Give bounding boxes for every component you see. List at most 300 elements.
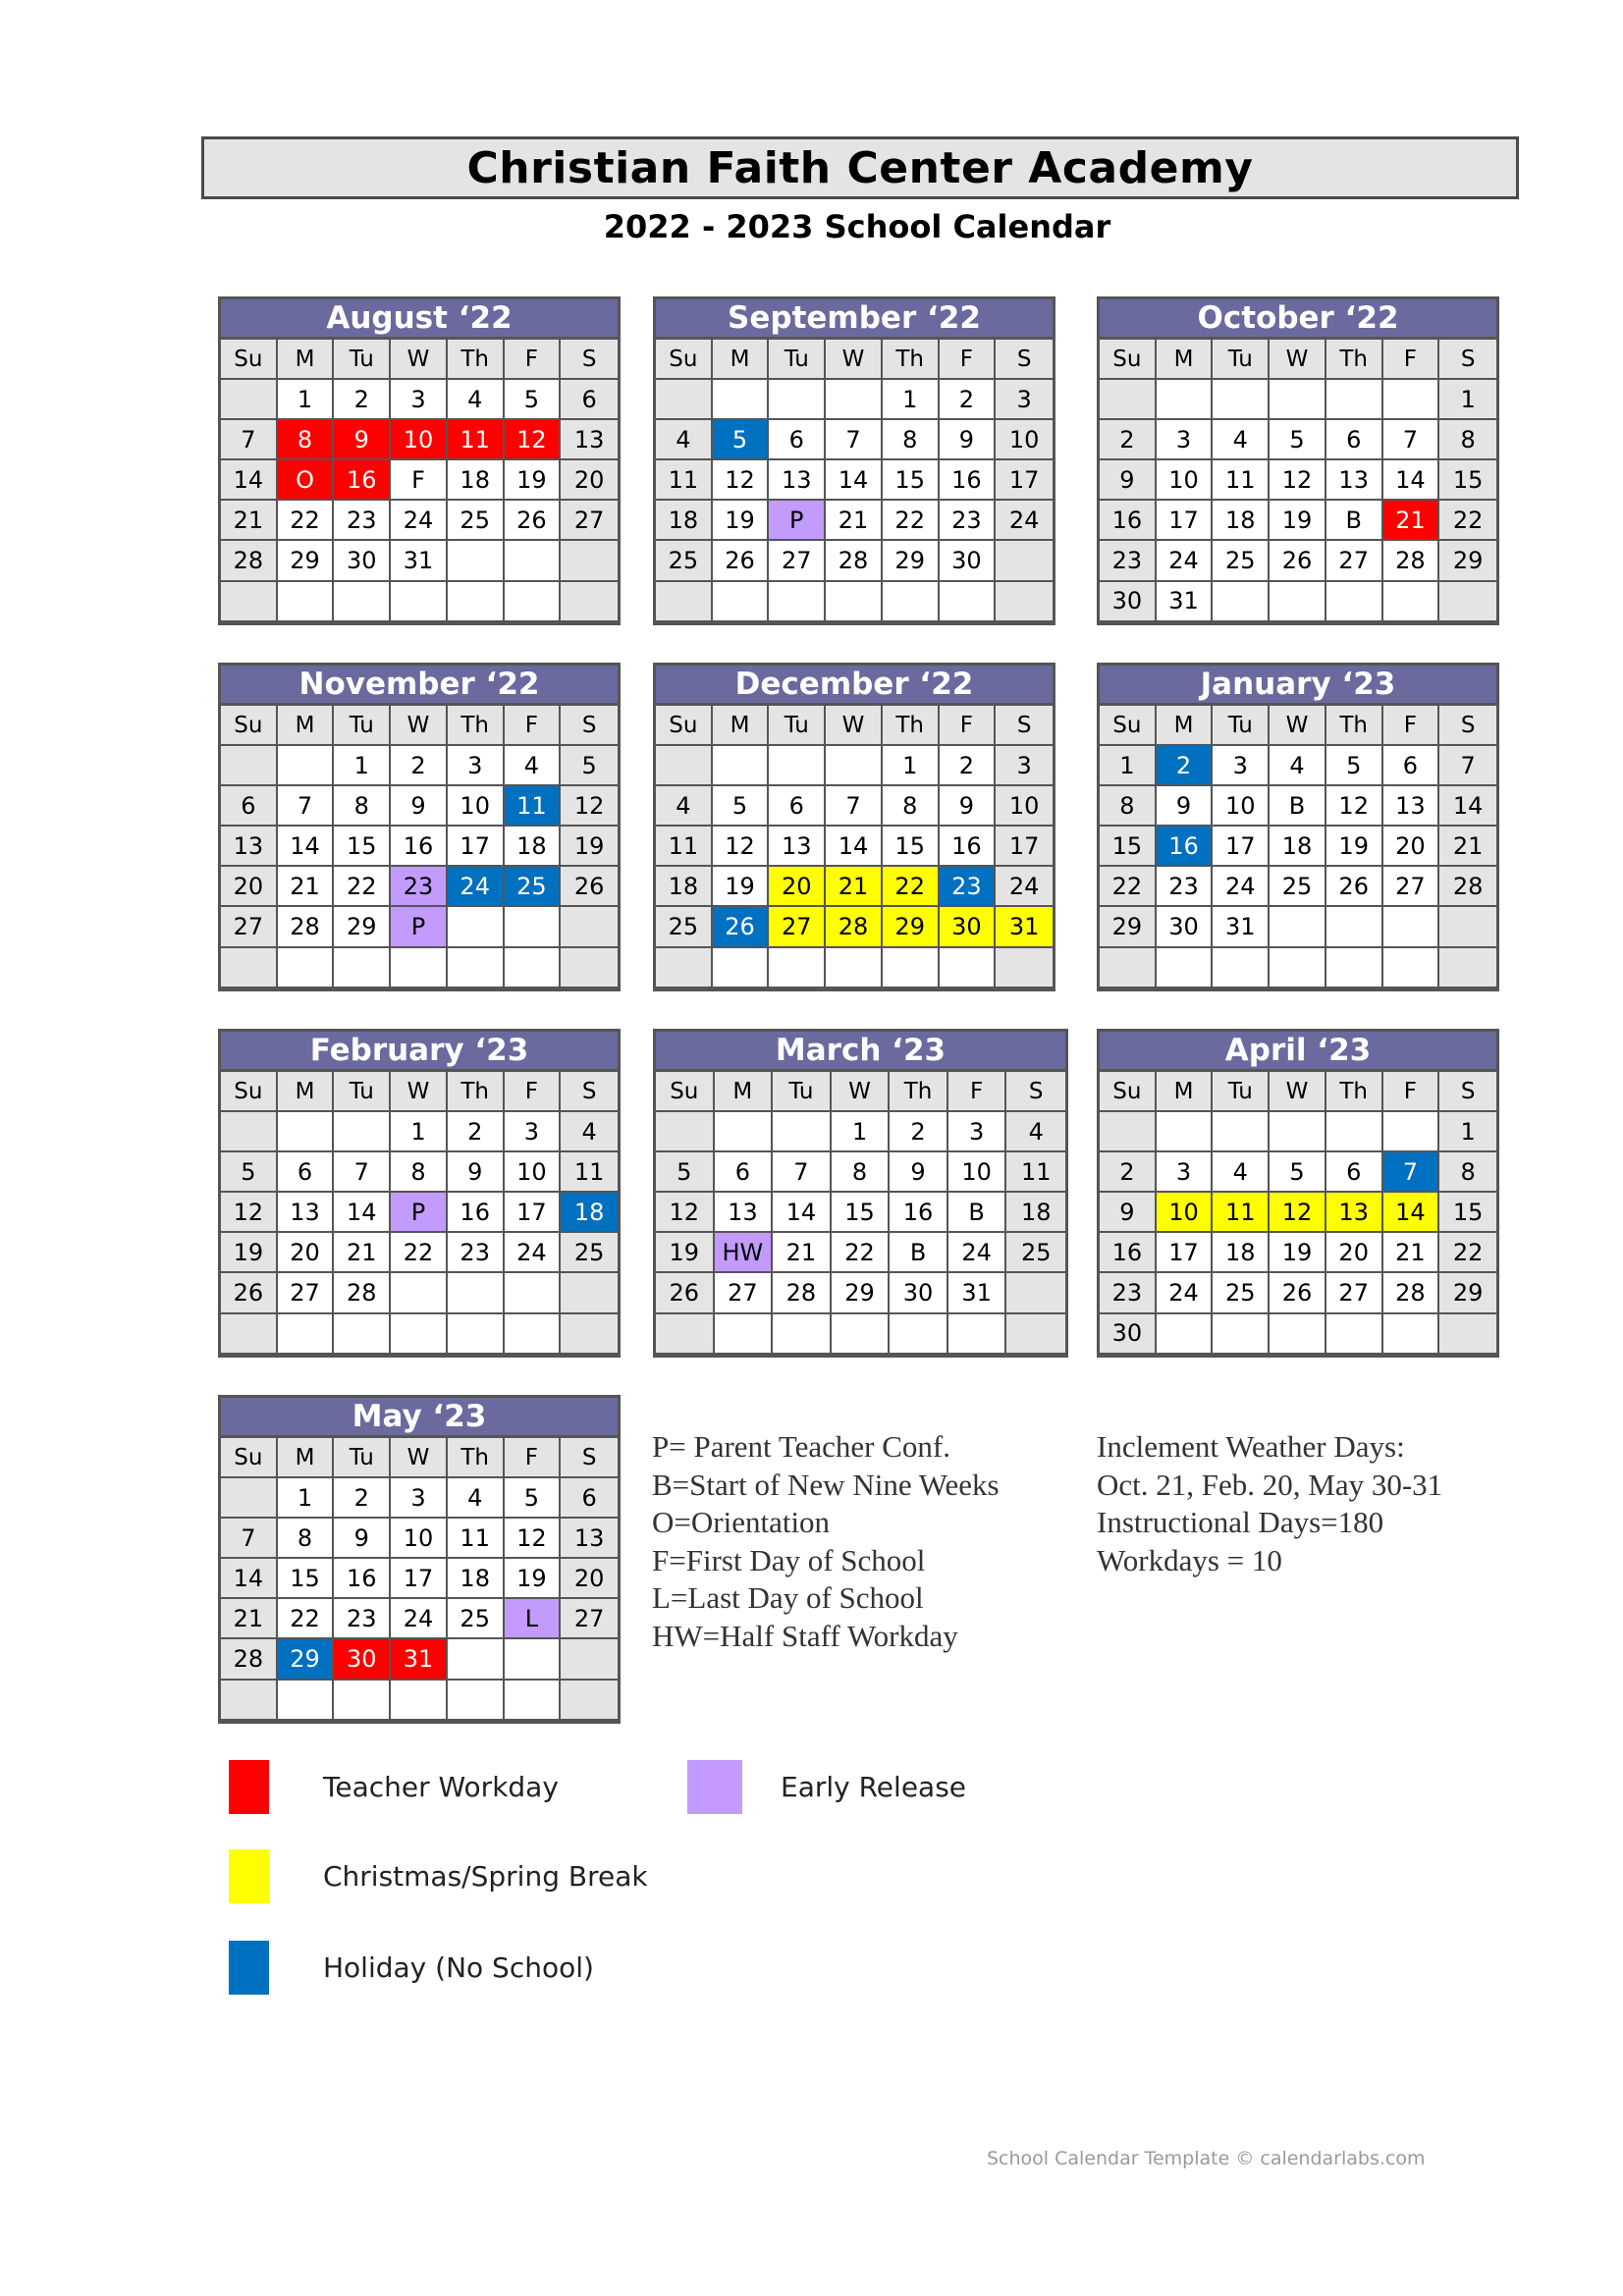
day-cell: 8	[1100, 786, 1157, 827]
empty-day-cell	[713, 948, 770, 988]
weekday-header: Th	[1326, 706, 1383, 746]
day-cell: 14	[1383, 1193, 1440, 1233]
month-title: January ‘23	[1100, 666, 1496, 706]
day-cell: 6	[1326, 1152, 1383, 1193]
day-cell: 27	[1383, 867, 1440, 907]
day-cell: 14	[1383, 460, 1440, 501]
empty-day-cell	[1100, 1112, 1157, 1152]
empty-day-cell	[221, 380, 278, 420]
weekday-header: F	[940, 706, 997, 746]
empty-day-cell	[334, 1681, 391, 1721]
month-title: August ‘22	[221, 299, 618, 340]
empty-day-cell	[561, 948, 618, 988]
month-grid	[1100, 1072, 1496, 1355]
day-cell: P	[769, 501, 826, 541]
day-cell: 1	[883, 380, 940, 420]
day-cell: 15	[1100, 827, 1157, 867]
day-cell: 11	[505, 786, 562, 827]
day-cell: 17	[996, 460, 1053, 501]
day-cell: 16	[890, 1193, 948, 1233]
empty-day-cell	[890, 1314, 948, 1355]
empty-day-cell	[278, 746, 335, 786]
day-cell: 25	[1213, 541, 1270, 581]
day-cell: 8	[391, 1152, 448, 1193]
day-cell: 21	[334, 1233, 391, 1273]
weekday-header: Th	[883, 706, 940, 746]
day-cell: 3	[948, 1112, 1007, 1152]
day-cell: 5	[713, 420, 770, 460]
day-cell: 19	[1270, 1233, 1326, 1273]
empty-day-cell	[448, 907, 505, 947]
day-cell: 6	[221, 786, 278, 827]
weekday-header: Su	[221, 1072, 278, 1112]
day-cell: 3	[391, 380, 448, 420]
empty-day-cell	[1270, 582, 1326, 622]
day-cell: 27	[561, 1599, 618, 1639]
day-cell: 29	[832, 1273, 891, 1313]
day-cell: 11	[561, 1152, 618, 1193]
day-cell: 29	[1439, 1273, 1496, 1313]
weekday-header: Tu	[769, 706, 826, 746]
day-cell: 8	[1439, 420, 1496, 460]
day-cell: 8	[883, 420, 940, 460]
empty-day-cell	[391, 948, 448, 988]
empty-day-cell	[561, 1681, 618, 1721]
day-cell: 4	[448, 380, 505, 420]
empty-day-cell	[769, 948, 826, 988]
empty-day-cell	[505, 1314, 562, 1355]
day-cell: 22	[278, 501, 335, 541]
day-cell: 26	[713, 907, 770, 947]
day-cell: 7	[826, 420, 883, 460]
empty-day-cell	[1213, 1112, 1270, 1152]
day-cell: 10	[948, 1152, 1007, 1193]
month-grid	[221, 340, 618, 622]
weekday-header: W	[826, 340, 883, 380]
empty-day-cell	[391, 1314, 448, 1355]
empty-day-cell	[1383, 907, 1440, 947]
weekday-header: S	[1439, 1072, 1496, 1112]
day-cell: 29	[278, 541, 335, 581]
month-title: February ‘23	[221, 1032, 618, 1072]
day-cell: 14	[221, 460, 278, 501]
day-cell: 12	[656, 1193, 715, 1233]
empty-day-cell	[1213, 582, 1270, 622]
day-cell: 25	[505, 867, 562, 907]
day-cell: 9	[1100, 460, 1157, 501]
day-cell: 28	[1439, 867, 1496, 907]
weekday-header: Th	[448, 706, 505, 746]
day-cell: 30	[1100, 582, 1157, 622]
empty-day-cell	[561, 541, 618, 581]
day-cell: 10	[1213, 786, 1270, 827]
day-cell: 13	[1326, 460, 1383, 501]
day-cell: 10	[996, 420, 1053, 460]
empty-day-cell	[505, 541, 562, 581]
day-cell: 2	[890, 1112, 948, 1152]
day-cell: 13	[561, 1519, 618, 1559]
day-cell: 9	[1100, 1193, 1157, 1233]
month-title: December ‘22	[656, 666, 1053, 706]
day-cell: 21	[1439, 827, 1496, 867]
day-cell: 30	[1100, 1314, 1157, 1355]
day-cell: 2	[1157, 746, 1214, 786]
page-title: Christian Faith Center Academy	[201, 136, 1519, 199]
weekday-header: Tu	[334, 1438, 391, 1478]
day-cell: 21	[826, 867, 883, 907]
weekday-header: Su	[221, 706, 278, 746]
legend-holiday	[229, 1941, 594, 1995]
month-title: April ‘23	[1100, 1032, 1496, 1072]
day-cell: 3	[1213, 746, 1270, 786]
empty-day-cell	[1100, 380, 1157, 420]
day-cell: 21	[1383, 501, 1440, 541]
day-cell: 19	[505, 1559, 562, 1599]
day-cell: 28	[1383, 541, 1440, 581]
empty-day-cell	[656, 1314, 715, 1355]
legend-label: Early Release	[781, 1771, 967, 1803]
day-cell: 7	[1383, 420, 1440, 460]
day-cell: 26	[1270, 541, 1326, 581]
weekday-header: W	[826, 706, 883, 746]
day-cell: 18	[1006, 1193, 1065, 1233]
day-cell: 17	[448, 827, 505, 867]
day-cell: 24	[505, 1233, 562, 1273]
month-grid	[221, 1438, 618, 1721]
weekday-header: Tu	[773, 1072, 832, 1112]
day-cell: 14	[826, 827, 883, 867]
day-cell: 15	[1439, 460, 1496, 501]
day-cell: 9	[940, 786, 997, 827]
weekday-header: F	[505, 1072, 562, 1112]
day-cell: 2	[1100, 1152, 1157, 1193]
day-cell: 2	[334, 380, 391, 420]
day-cell: 17	[996, 827, 1053, 867]
day-cell: 27	[561, 501, 618, 541]
day-cell: 2	[334, 1478, 391, 1519]
empty-day-cell	[883, 582, 940, 622]
day-cell: 11	[656, 827, 713, 867]
day-cell: 3	[448, 746, 505, 786]
day-cell: 1	[278, 380, 335, 420]
weekday-header: M	[1157, 1072, 1214, 1112]
day-cell: 15	[832, 1193, 891, 1233]
empty-day-cell	[391, 1273, 448, 1313]
weekday-header: Su	[656, 340, 713, 380]
empty-day-cell	[1326, 582, 1383, 622]
weekday-header: Tu	[1213, 340, 1270, 380]
empty-day-cell	[221, 1478, 278, 1519]
day-cell: 6	[715, 1152, 774, 1193]
weekday-header: W	[1270, 706, 1326, 746]
day-cell: 1	[1439, 380, 1496, 420]
day-cell: 3	[1157, 1152, 1214, 1193]
day-cell: 1	[334, 746, 391, 786]
day-cell: 30	[890, 1273, 948, 1313]
empty-day-cell	[1270, 380, 1326, 420]
day-cell: 19	[561, 827, 618, 867]
legend-teacher-workday	[229, 1760, 559, 1814]
day-cell: 5	[561, 746, 618, 786]
empty-day-cell	[1270, 1112, 1326, 1152]
day-cell: 4	[561, 1112, 618, 1152]
empty-day-cell	[769, 380, 826, 420]
empty-day-cell	[948, 1314, 1007, 1355]
empty-day-cell	[1383, 380, 1440, 420]
empty-day-cell	[1439, 1314, 1496, 1355]
day-cell: 20	[1383, 827, 1440, 867]
weekday-header: Th	[883, 340, 940, 380]
day-cell: 6	[561, 1478, 618, 1519]
weekday-header: Tu	[334, 1072, 391, 1112]
empty-day-cell	[773, 1314, 832, 1355]
day-cell: 24	[391, 501, 448, 541]
day-cell: 23	[1100, 541, 1157, 581]
weekday-header: S	[996, 706, 1053, 746]
day-cell: 20	[769, 867, 826, 907]
weekday-header: M	[278, 1438, 335, 1478]
weekday-header: W	[391, 1072, 448, 1112]
day-cell: 26	[221, 1273, 278, 1313]
day-cell: 30	[334, 541, 391, 581]
weekday-header: Su	[1100, 706, 1157, 746]
day-cell: 22	[832, 1233, 891, 1273]
legend-break	[229, 1849, 648, 1903]
note-line: HW=Half Staff Workday	[652, 1618, 958, 1653]
empty-day-cell	[656, 948, 713, 988]
empty-day-cell	[505, 907, 562, 947]
day-cell: 4	[656, 786, 713, 827]
empty-day-cell	[221, 1681, 278, 1721]
day-cell: 27	[1326, 541, 1383, 581]
day-cell: 27	[769, 541, 826, 581]
day-cell: 5	[713, 786, 770, 827]
day-cell: 12	[1270, 1193, 1326, 1233]
day-cell: 21	[278, 867, 335, 907]
empty-day-cell	[656, 746, 713, 786]
empty-day-cell	[1326, 948, 1383, 988]
day-cell: 24	[1157, 1273, 1214, 1313]
empty-day-cell	[1270, 1314, 1326, 1355]
day-cell: 5	[1270, 1152, 1326, 1193]
month-grid	[656, 340, 1053, 622]
day-cell: 12	[1326, 786, 1383, 827]
day-cell: 18	[448, 460, 505, 501]
day-cell: 8	[883, 786, 940, 827]
day-cell: 31	[996, 907, 1053, 947]
day-cell: 3	[391, 1478, 448, 1519]
day-cell: 19	[713, 867, 770, 907]
weekday-header: Tu	[1213, 706, 1270, 746]
empty-day-cell	[715, 1314, 774, 1355]
empty-day-cell	[505, 582, 562, 622]
legend-swatch	[229, 1760, 269, 1814]
empty-day-cell	[769, 582, 826, 622]
empty-day-cell	[1326, 1314, 1383, 1355]
weekday-header: S	[561, 706, 618, 746]
empty-day-cell	[505, 1681, 562, 1721]
month-title: October ‘22	[1100, 299, 1496, 340]
day-cell: 15	[1439, 1193, 1496, 1233]
day-cell: 6	[1326, 420, 1383, 460]
day-cell: 1	[1439, 1112, 1496, 1152]
legend-label: Holiday (No School)	[323, 1951, 594, 1984]
day-cell: 13	[1326, 1193, 1383, 1233]
weekday-header: Th	[448, 1072, 505, 1112]
day-cell: 16	[1100, 501, 1157, 541]
note-line: L=Last Day of School	[652, 1580, 924, 1615]
day-cell: 9	[1157, 786, 1214, 827]
day-cell: 28	[773, 1273, 832, 1313]
empty-day-cell	[773, 1112, 832, 1152]
empty-day-cell	[278, 1681, 335, 1721]
day-cell: O	[278, 460, 335, 501]
day-cell: 20	[561, 460, 618, 501]
weekday-header: F	[1383, 1072, 1440, 1112]
empty-day-cell	[391, 582, 448, 622]
day-cell: 11	[1006, 1152, 1065, 1193]
day-cell: 8	[832, 1152, 891, 1193]
day-cell: 28	[1383, 1273, 1440, 1313]
day-cell: 22	[334, 867, 391, 907]
empty-day-cell	[1439, 582, 1496, 622]
empty-day-cell	[278, 1112, 335, 1152]
empty-day-cell	[1383, 1314, 1440, 1355]
month-grid	[221, 706, 618, 988]
weekday-header: M	[713, 340, 770, 380]
day-cell: 29	[334, 907, 391, 947]
weekday-header: Tu	[769, 340, 826, 380]
day-cell: 10	[391, 420, 448, 460]
day-cell: 2	[1100, 420, 1157, 460]
note-line: P= Parent Teacher Conf.	[652, 1429, 950, 1464]
day-cell: 25	[1006, 1233, 1065, 1273]
day-cell: 7	[278, 786, 335, 827]
empty-day-cell	[221, 582, 278, 622]
empty-day-cell	[1383, 1112, 1440, 1152]
note-line: Inclement Weather Days:	[1097, 1429, 1405, 1464]
day-cell: 5	[656, 1152, 715, 1193]
day-cell: 9	[334, 1519, 391, 1559]
day-cell: 9	[334, 420, 391, 460]
empty-day-cell	[334, 582, 391, 622]
month-september	[653, 296, 1055, 625]
day-cell: 26	[656, 1273, 715, 1313]
day-cell: 25	[1213, 1273, 1270, 1313]
empty-day-cell	[1270, 907, 1326, 947]
empty-day-cell	[448, 582, 505, 622]
day-cell: 26	[713, 541, 770, 581]
day-cell: 4	[1213, 420, 1270, 460]
day-cell: 25	[1270, 867, 1326, 907]
weekday-header: M	[713, 706, 770, 746]
day-cell: HW	[715, 1233, 774, 1273]
month-title: May ‘23	[221, 1398, 618, 1438]
day-cell: 7	[221, 420, 278, 460]
day-cell: 13	[278, 1193, 335, 1233]
empty-day-cell	[505, 1639, 562, 1680]
day-cell: 22	[1439, 501, 1496, 541]
day-cell: 14	[773, 1193, 832, 1233]
day-cell: 21	[773, 1233, 832, 1273]
day-cell: 11	[448, 420, 505, 460]
footer-credit: School Calendar Template © calendarlabs.com	[987, 2148, 1426, 2169]
day-cell: 27	[1326, 1273, 1383, 1313]
day-cell: 25	[656, 907, 713, 947]
day-cell: L	[505, 1599, 562, 1639]
day-cell: 13	[561, 420, 618, 460]
legend-swatch	[229, 1941, 269, 1995]
day-cell: 11	[656, 460, 713, 501]
day-cell: 23	[940, 501, 997, 541]
weekday-header: S	[1439, 706, 1496, 746]
day-cell: 2	[391, 746, 448, 786]
month-title: March ‘23	[656, 1032, 1065, 1072]
day-cell: P	[391, 907, 448, 947]
empty-day-cell	[713, 380, 770, 420]
day-cell: 10	[391, 1519, 448, 1559]
day-cell: 27	[769, 907, 826, 947]
empty-day-cell	[1157, 1112, 1214, 1152]
empty-day-cell	[448, 1314, 505, 1355]
day-cell: 27	[715, 1273, 774, 1313]
day-cell: 11	[448, 1519, 505, 1559]
empty-day-cell	[334, 1112, 391, 1152]
day-cell: 17	[391, 1559, 448, 1599]
empty-day-cell	[883, 948, 940, 988]
empty-day-cell	[940, 582, 997, 622]
day-cell: 1	[391, 1112, 448, 1152]
day-cell: 5	[505, 380, 562, 420]
empty-day-cell	[561, 1273, 618, 1313]
weekday-header: M	[1157, 340, 1214, 380]
empty-day-cell	[1439, 948, 1496, 988]
month-october	[1097, 296, 1499, 625]
day-cell: 17	[1157, 1233, 1214, 1273]
day-cell: 31	[948, 1273, 1007, 1313]
note-line: F=First Day of School	[652, 1542, 926, 1577]
day-cell: 18	[656, 867, 713, 907]
day-cell: 14	[278, 827, 335, 867]
day-cell: 28	[221, 541, 278, 581]
weekday-header: Su	[656, 706, 713, 746]
day-cell: 15	[883, 460, 940, 501]
day-cell: 28	[334, 1273, 391, 1313]
empty-day-cell	[1439, 907, 1496, 947]
day-cell: 16	[448, 1193, 505, 1233]
empty-day-cell	[448, 1273, 505, 1313]
weekday-header: W	[1270, 1072, 1326, 1112]
day-cell: 10	[996, 786, 1053, 827]
month-title: November ‘22	[221, 666, 618, 706]
day-cell: 1	[278, 1478, 335, 1519]
month-january	[1097, 663, 1499, 991]
empty-day-cell	[656, 1112, 715, 1152]
day-cell: 19	[221, 1233, 278, 1273]
day-cell: 1	[832, 1112, 891, 1152]
day-cell: 18	[1213, 501, 1270, 541]
legend-swatch	[229, 1849, 269, 1903]
day-cell: 30	[940, 907, 997, 947]
month-grid	[221, 1072, 618, 1355]
empty-day-cell	[1326, 907, 1383, 947]
empty-day-cell	[656, 380, 713, 420]
empty-day-cell	[1326, 1112, 1383, 1152]
day-cell: 16	[940, 827, 997, 867]
empty-day-cell	[448, 948, 505, 988]
day-cell: 17	[1213, 827, 1270, 867]
empty-day-cell	[278, 948, 335, 988]
